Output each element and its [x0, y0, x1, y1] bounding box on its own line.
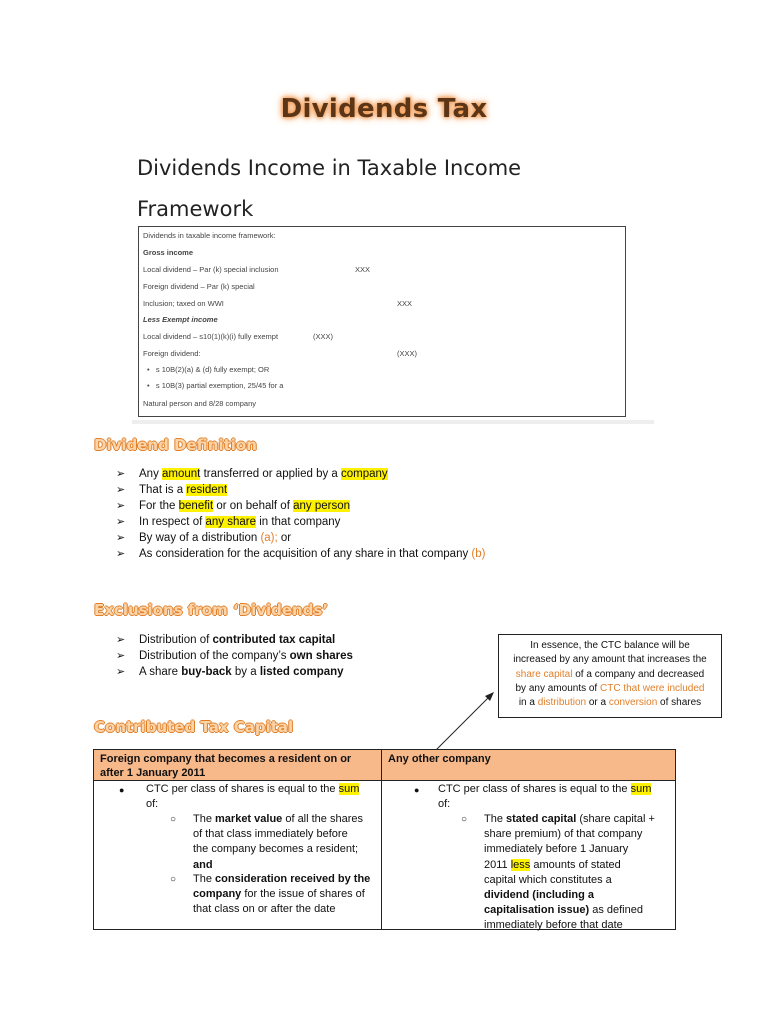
cell-text: The [484, 813, 507, 825]
cell-line: the company becomes a resident; [193, 843, 359, 856]
ctc-col1-sub1 [193, 812, 379, 873]
definition-highlight: any person [293, 500, 350, 512]
ctc-table-header-foreign [94, 750, 381, 781]
framework-local-value: XXX [355, 265, 371, 274]
definition-item [116, 531, 291, 544]
cell-line [484, 903, 674, 918]
arrow-bullet-icon: ➢ [116, 532, 126, 544]
cell-bold: stated capital [506, 813, 577, 825]
cell-text: (share capital + [576, 813, 655, 825]
exclusion-text: Distribution of the company’s [139, 650, 290, 662]
framework-heading-line1: Dividends Income in Taxable Income [137, 156, 522, 180]
framework-foreign-value: (XXX) [397, 349, 418, 358]
definition-text: Any [139, 468, 163, 480]
callout-line: In essence, the CTC balance will be [530, 640, 690, 651]
arrow-bullet-icon: ➢ [116, 484, 126, 496]
framework-bullet-1-text: s 10B(2)(a) & (d) fully exempt; OR [155, 365, 270, 374]
cell-line: and [193, 858, 213, 871]
arrow-bullet-icon: ➢ [116, 650, 126, 662]
ctc-col1-sub2 [193, 872, 379, 918]
arrow-bullet-icon: ➢ [116, 516, 126, 528]
arrow-bullet-icon: ➢ [116, 500, 126, 512]
cell-text: CTC per class of shares is equal to the [438, 783, 631, 795]
framework-inclusion-value: XXX [397, 299, 413, 308]
framework-local-dividend: Local dividend – Par (k) special inclusion [143, 265, 279, 274]
callout-emphasis: conversion [608, 697, 658, 709]
definition-item [116, 499, 350, 512]
cell-line [438, 782, 674, 797]
circle-bullet-icon: ○ [170, 814, 177, 825]
callout-emphasis: distribution [537, 697, 587, 709]
framework-less-exempt: Less Exempt income [143, 315, 218, 324]
framework-box [138, 226, 626, 417]
definition-highlight: benefit [178, 500, 214, 512]
circle-bullet-icon: ○ [170, 874, 177, 885]
callout-text: of a company and decreased [572, 668, 705, 680]
cell-line [193, 872, 379, 887]
cell-highlight: sum [338, 783, 360, 795]
exclusion-item [116, 633, 335, 646]
callout-text: in a [518, 697, 538, 709]
cell-text: CTC per class of shares is equal to the [146, 783, 339, 795]
cell-line [484, 858, 674, 873]
cell-text: 2011 [484, 858, 511, 871]
ctc-table-header-other [382, 750, 675, 781]
cell-text: of all the shares [282, 813, 363, 825]
cell-line [193, 812, 379, 827]
framework-heading-line2: Framework [137, 197, 254, 221]
callout-text: by any amounts of [515, 682, 600, 694]
exclusion-bold: contributed tax capital [212, 634, 336, 646]
callout-text: of shares [657, 697, 702, 709]
definition-text: in that company [256, 516, 341, 528]
definition-text: or [277, 532, 292, 544]
page-title: Dividends Tax [280, 94, 488, 124]
callout-line [499, 668, 721, 682]
cell-text: for the issue of shares of [241, 888, 365, 901]
definition-text: That is a [139, 484, 187, 496]
definition-text: transferred or applied by a [200, 468, 342, 480]
definition-highlight: any share [205, 516, 256, 528]
column-divider [381, 750, 382, 929]
cell-text: The [193, 813, 216, 825]
framework-local-exempt: Local dividend – s10(1)(k)(i) fully exempt [143, 332, 279, 341]
definition-item [116, 467, 388, 480]
framework-bullet-1: • s 10B(2)(a) & (d) fully exempt; OR [147, 365, 270, 374]
cell-highlight: sum [630, 783, 652, 795]
definition-highlight: resident [186, 484, 228, 496]
exclusion-bold: listed company [259, 666, 344, 678]
definition-text: As consideration for the acquisition of any share in that company [139, 548, 472, 560]
cell-line [193, 887, 379, 902]
cell-line: of that class immediately before [193, 828, 348, 841]
cell-bold: capitalisation issue) [484, 904, 590, 917]
cell-line: that class on or after the date [193, 903, 336, 916]
arrow-bullet-icon: ➢ [116, 548, 126, 560]
definition-highlight: amount [162, 468, 201, 480]
framework-natural: Natural person and 8/28 company [143, 399, 256, 408]
definition-text: By way of a distribution [139, 532, 261, 544]
header-text: Foreign company that becomes a resident on or [100, 753, 352, 765]
exclusion-text: A share [139, 666, 182, 678]
definition-item [116, 547, 485, 560]
framework-intro: Dividends in taxable income framework: [143, 231, 276, 240]
ctc-col1-bullet [146, 782, 381, 812]
exclusion-item [116, 649, 353, 662]
callout-line: increased by any amount that increases the [513, 654, 707, 666]
cell-text: The [193, 873, 216, 885]
circle-bullet-icon: ○ [461, 814, 468, 825]
definition-ref: (a); [260, 532, 278, 544]
definition-item [116, 483, 227, 496]
callout-line [499, 696, 721, 710]
cell-line: capital which constitutes a [484, 873, 612, 886]
ctc-callout-box [498, 634, 722, 718]
header-text: Any other company [388, 753, 491, 765]
cell-line: share premium) of that company [484, 828, 643, 841]
ctc-col2-sub1 [484, 812, 674, 934]
definition-text: or on behalf of [213, 500, 294, 512]
framework-inclusion: Inclusion; taxed on WWI [143, 299, 224, 308]
cell-bold: market value [215, 813, 283, 825]
cell-bold: company [193, 888, 242, 901]
cell-line: of: [146, 798, 159, 811]
cell-highlight: less [510, 858, 531, 871]
cell-text: amounts of stated [530, 858, 621, 871]
cell-line [146, 782, 381, 797]
definition-highlight: company [341, 468, 388, 480]
arrow-bullet-icon: ➢ [116, 634, 126, 646]
definition-heading: Dividend Definition [94, 436, 257, 454]
exclusion-bold: own shares [289, 650, 353, 662]
exclusion-text: by a [231, 666, 260, 678]
exclusion-text: Distribution of [139, 634, 213, 646]
header-text: after 1 January 2011 [100, 767, 206, 779]
bullet-icon: ● [414, 785, 420, 795]
cell-line: of: [438, 798, 451, 811]
definition-ref: (b) [471, 548, 486, 560]
callout-emphasis: CTC that were included [600, 682, 705, 694]
callout-arrow-icon [430, 688, 500, 754]
cell-line [484, 812, 674, 827]
framework-foreign-dividend-2: Foreign dividend: [143, 349, 201, 358]
framework-foreign-dividend: Foreign dividend – Par (k) special [143, 282, 255, 291]
cell-line: immediately before that date [484, 919, 623, 932]
framework-bullet-2-text: s 10B(3) partial exemption, 25/45 for a [155, 381, 284, 390]
exclusion-item [116, 665, 344, 678]
framework-gross: Gross income [143, 248, 194, 257]
cell-line: immediately before 1 January [484, 843, 629, 856]
cell-line: dividend (including a [484, 889, 594, 902]
cell-text: as defined [589, 904, 643, 917]
definition-item [116, 515, 340, 528]
arrow-bullet-icon: ➢ [116, 468, 126, 480]
exclusion-bold: buy-back [181, 666, 232, 678]
exclusions-heading: Exclusions from ‘Dividends’ [94, 601, 329, 619]
callout-line [499, 682, 721, 696]
framework-bullet-2: • s 10B(3) partial exemption, 25/45 for a [147, 381, 284, 390]
definition-text: For the [139, 500, 179, 512]
definition-text: In respect of [139, 516, 206, 528]
ctc-col2-bullet [438, 782, 674, 812]
framework-divider [132, 420, 654, 424]
cell-bold: consideration received by the [215, 873, 371, 885]
callout-emphasis: share capital [515, 668, 573, 680]
arrow-bullet-icon: ➢ [116, 666, 126, 678]
ctc-table [93, 749, 676, 930]
callout-text: or a [586, 697, 609, 709]
framework-local-exempt-value: (XXX) [313, 332, 334, 341]
bullet-icon: ● [119, 785, 125, 795]
ctc-heading: Contributed Tax Capital [94, 718, 294, 736]
